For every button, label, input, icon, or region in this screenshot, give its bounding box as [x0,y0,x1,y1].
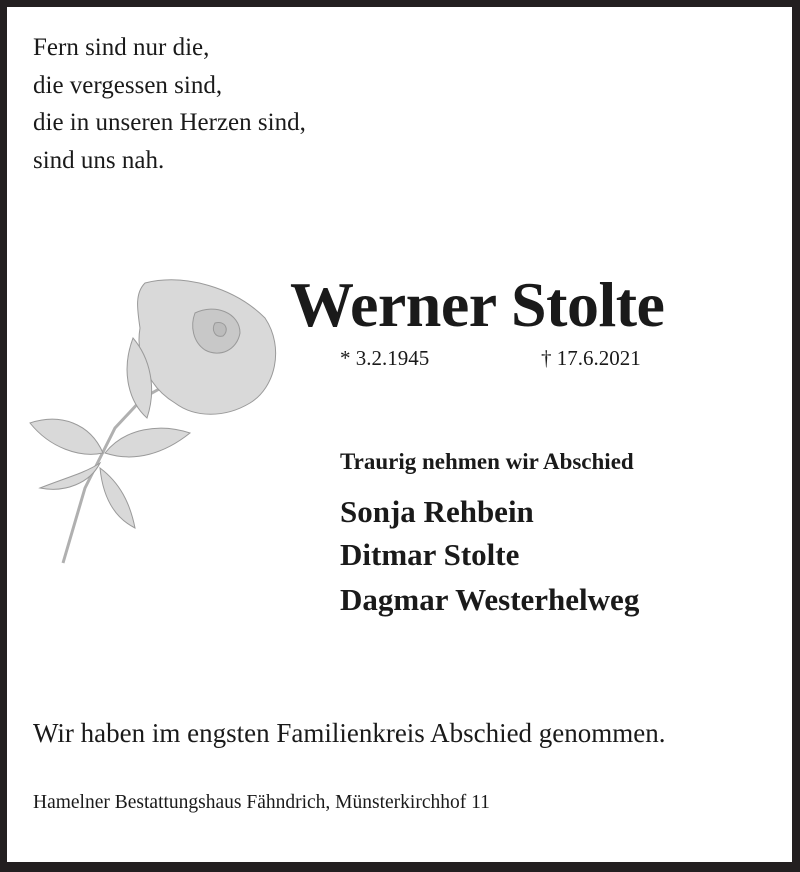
birth-date: * 3.2.1945 [340,346,430,370]
funeral-home: Hamelner Bestattungshaus Fähndrich, Münsterkirchhof 11 [33,792,490,813]
mourner-name: Sonja Rehbein [340,494,534,529]
poem-line: die in unseren Herzen sind, [33,109,306,136]
mourning-intro: Traurig nehmen wir Abschied [340,449,634,474]
rose-illustration [25,278,285,568]
death-date: † 17.6.2021 [541,346,641,370]
mourner-name: Ditmar Stolte [340,537,520,572]
mourner-name: Dagmar Westerhelweg [340,582,640,617]
deceased-name: Werner Stolte [290,269,665,340]
closing-text: Wir haben im engsten Familienkreis Abschied genommen. [33,718,666,748]
poem-line: Fern sind nur die, [33,34,210,61]
poem-line: die vergessen sind, [33,72,223,99]
poem-line: sind uns nah. [33,147,165,174]
